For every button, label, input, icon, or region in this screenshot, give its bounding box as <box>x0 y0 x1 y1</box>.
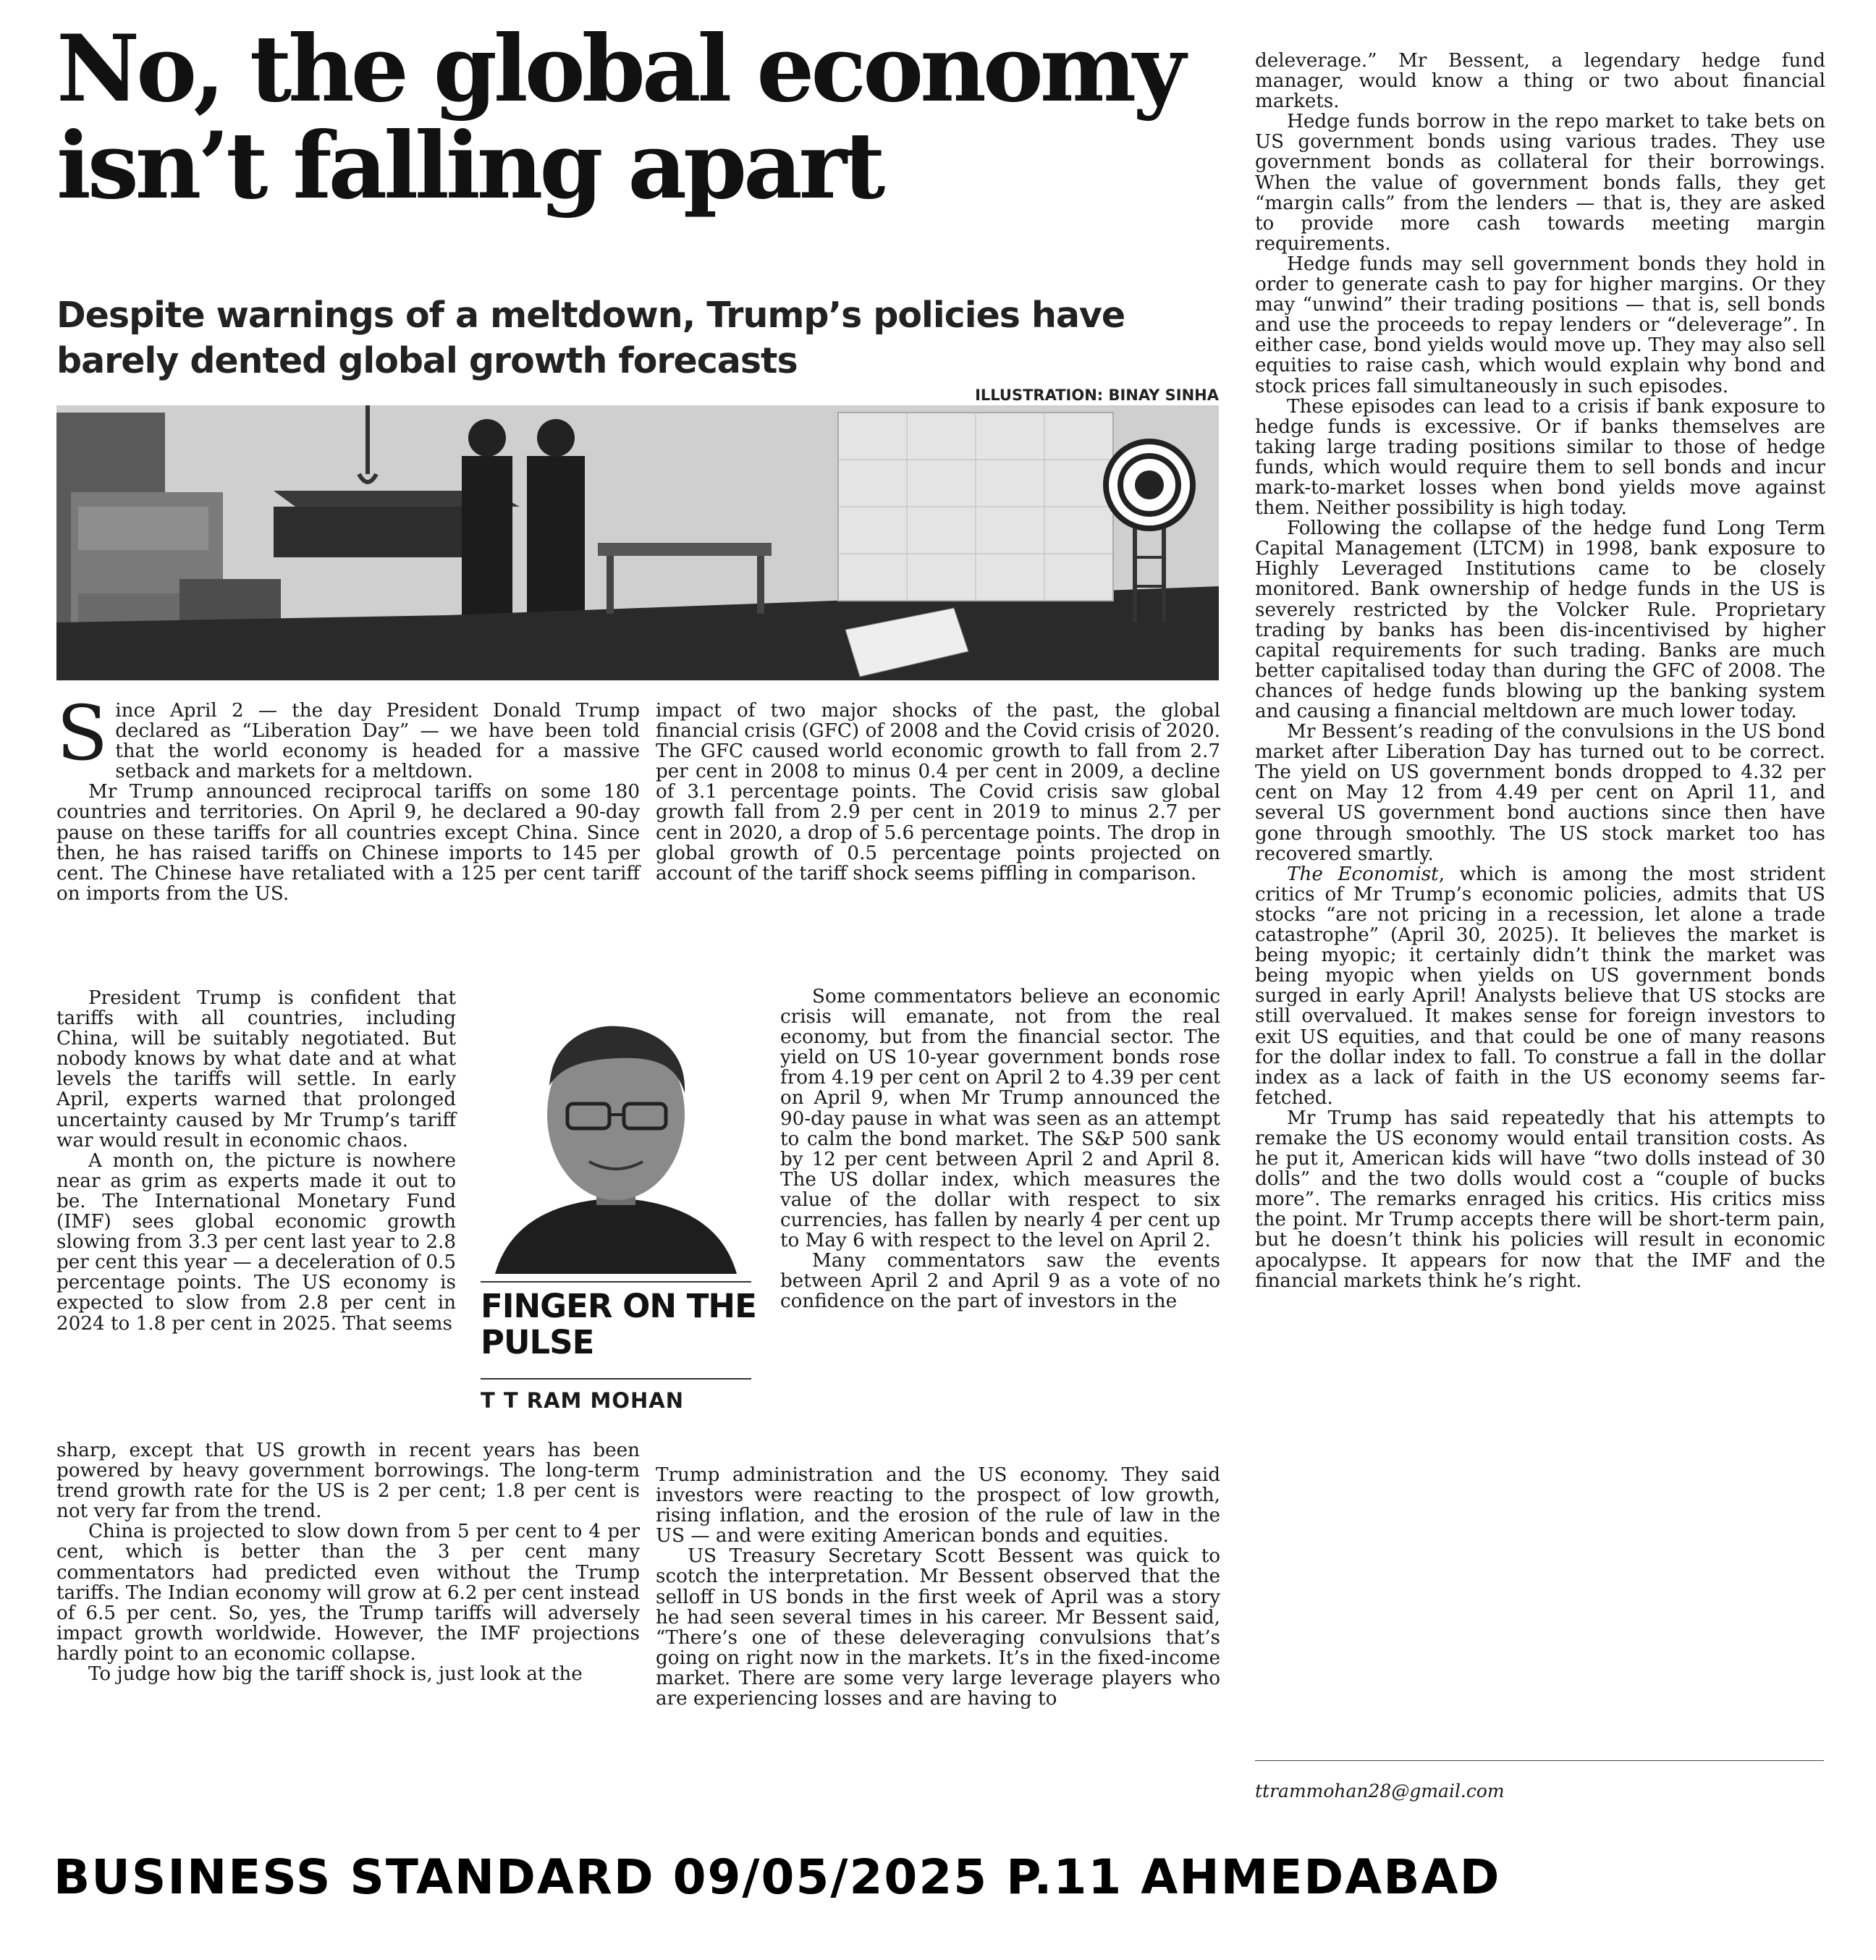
headline <box>56 15 1236 219</box>
deck-line-1: Despite warnings of a meltdown, Trump’s policies have <box>56 295 1125 336</box>
paragraph-3: President Trump is confident that tariffs with all countries, including China, will be suitably negotiated. But nobody knows by what date and at what levels the tariffs will settle. In early April, experts warned that prolonged uncertainty caused by Mr Trump’s tariff war would result in economic chaos. <box>56 987 456 1152</box>
body-column-1-top <box>56 689 640 905</box>
body-column-1-bottom <box>56 1440 640 1684</box>
body-column-2-bottom <box>656 1465 1220 1709</box>
paragraph-1: Since April 2 — the day President Donald Trump declared as “Liberation Day” — we have been told that the world economy is headed for a massive setback and markets for a meltdown. <box>56 689 640 783</box>
author-byline: T T RAM MOHAN <box>481 1388 684 1413</box>
column-title: FINGER ON THE PULSE <box>481 1287 756 1361</box>
paragraph-12: These episodes can lead to a crisis if bank exposure to hedge funds is excessive. Or if banks themselves are taking large trading positions similar to those of hedge funds, which would require them to sell bonds and incur mark-to-market losses when bond yields move against them. Neither possibility is high today. <box>1255 395 1825 520</box>
deck-line-2: barely dented global growth forecasts <box>56 340 798 381</box>
paragraph-5: China is projected to slow down from 5 per cent to 4 per cent, which is better than the 3 per cent many commentators had predicted even without the Trump tariffs. The Indian economy will grow at 6.2 per cent instead of 6.5 per cent. So, yes, the Trump tariffs will adversely impact growth worldwide. However, the IMF projections hardly point to an economic collapse. <box>56 1521 640 1665</box>
paragraph-4a: A month on, the picture is nowhere near as grim as experts made it out to be. The International Monetary Fund (IMF) sees global economic growth slowing from 3.3 per cent last year to 2.8 per cent this year — a deceleration of 0.5 percentage points. The US economy is expected to slow from 2.8 per cent in 2024 to 1.8 per cent in 2025. That seems <box>56 1149 456 1335</box>
paragraph-6b: impact of two major shocks of the past, the global financial crisis (GFC) of 2008 and the Covid crisis of 2020. The GFC caused world economic growth to fall from 2.7 per cent in 2008 to minus 0.4 per cent in 2009, a decline of 3.1 percentage points. The Covid crisis saw global growth fall from 2.9 per cent in 2019 to minus 2.7 per cent in 2020, a drop of 5.6 percentage points. The drop in global growth of 0.5 percentage points projected on account of the tariff shock seems piffling in comparison. <box>656 700 1220 884</box>
paragraph-8a: Many commentators saw the events between April 2 and April 9 as a vote of no confidence on the part of investors in the <box>780 1250 1220 1313</box>
body-column-3 <box>1255 51 1825 1291</box>
paragraph-8b: Trump administration and the US economy. They said investors were reacting to the prospect of low growth, rising inflation, and the erosion of the rule of law in the US — and were exiting American bonds and equities. <box>656 1464 1220 1547</box>
paragraph-4b: sharp, except that US growth in recent years has been powered by heavy government borrowings. The long-term trend growth rate for the US is 2 per cent; 1.8 per cent is not very far from the trend. <box>56 1440 640 1523</box>
paragraph-15: The Economist, which is among the most strident critics of Mr Trump’s economic policies, admits that US stocks “are not pricing in a recession, let alone a trade catastrophe” (April 30, 2025). It believes the market is being myopic; it certainly didn’t think the market was being myopic when yields on US government bonds surged in early April! Analysts believe that US stocks are still overvalued. It makes sense for foreign investors to exit US equities, and that could be one of many reasons for the dollar index to fall. To construe a fall in the dollar index as a lack of faith in the US economy seems far-fetched. <box>1255 863 1825 1109</box>
author-portrait <box>481 1006 751 1274</box>
paragraph-6: To judge how big the tariff shock is, just look at the <box>88 1663 583 1686</box>
headline-line-1: No, the global economy <box>56 15 1183 122</box>
paragraph-13: Following the collapse of the hedge fund Long Term Capital Management (LTCM) in 1998, bank exposure to Highly Leveraged Institutions came to be closely monitored. Bank ownership of hedge funds in the US is severely restricted by the Volcker Rule. Proprietary trading by banks has been dis-incentivised by higher capital requirements for such trading. Banks are much better capitalised today than during the GFC of 2008. The chances of hedge funds blowing up the banking system and causing a financial meltdown are much lower today. <box>1255 518 1825 722</box>
source-footer: BUSINESS STANDARD 09/05/2025 P.11 AHMEDABAD <box>54 1849 1501 1905</box>
paragraph-9: US Treasury Secretary Scott Bessent was quick to scotch the interpretation. Mr Bessent observed that the selloff in US bonds in the first week of April was a story he had seen several times in his career. Mr Bessent said, “There’s one of these deleveraging convulsions that’s going on right now in the markets. It’s in the fixed-income market. There are some very large leverage players who are experiencing losses and are having to <box>656 1545 1220 1710</box>
headline-line-2: isn’t falling apart <box>56 112 882 219</box>
column-title-rule-top <box>481 1281 751 1283</box>
body-column-2-top <box>656 701 1220 884</box>
paragraph-9b: deleverage.” Mr Bessent, a legendary hedge fund manager, would know a thing or two about financial markets. <box>1255 50 1825 113</box>
illustration <box>56 405 1219 680</box>
paragraph-11: Hedge funds may sell government bonds they hold in order to generate cash to pay for higher margins. Or they may “unwind” their trading positions — that is, sell bonds and use the proceeds to repay lenders or “deleverage”. In either case, bond yields would move up. They may also sell equities to raise cash, which would explain why bond and stock prices fall simultaneously in such episodes. <box>1255 253 1825 397</box>
publication-name: The Economist <box>1287 863 1439 885</box>
column-title-rule-bottom <box>481 1378 751 1380</box>
body-column-2-narrow <box>780 987 1220 1312</box>
body-column-1-narrow <box>56 988 456 1334</box>
deck-subtitle <box>56 292 1186 384</box>
paragraph-7: Some commentators believe an economic crisis will emanate, not from the real economy, but from the financial sector. The yield on US 10-year government bonds rose from 4.19 per cent on April 2 to 4.39 per cent on April 9, when Mr Trump announced the 90-day pause in what was seen as an attempt to calm the bond market. The S&P 500 sank by 12 per cent between April 2 and April 8. The US dollar index, which measures the value of the dollar with respect to six currencies, has fallen by nearly 4 per cent up to May 6 with respect to the level on April 2. <box>780 986 1220 1252</box>
illustration-credit: ILLUSTRATION: BINAY SINHA <box>975 386 1219 404</box>
paragraph-14: Mr Bessent’s reading of the convulsions in the US bond market after Liberation Day has turned out to be correct. The yield on US government bonds dropped to 4.32 per cent on May 12 from 4.49 per cent on April 11, and several US government bond auctions since then have gone through smoothly. The US stock market too has recovered smartly. <box>1255 721 1825 865</box>
paragraph-2: Mr Trump announced reciprocal tariffs on some 180 countries and territories. On April 9, he declared a 90-day pause on these tariffs for all countries except China. Since then, he has raised tariffs on Chinese imports to 145 per cent. The Chinese have retaliated with a 125 per cent tariff on imports from the US. <box>56 781 640 905</box>
drop-cap: S <box>56 689 109 777</box>
paragraph-10: Hedge funds borrow in the repo market to take bets on US government bonds using various trades. They use government bonds as collateral for their borrowings. When the value of government bonds falls, they get “margin calls” from the lenders — that is, they are asked to provide more cash towards meeting margin requirements. <box>1255 111 1825 255</box>
paragraph-16: Mr Trump has said repeatedly that his attempts to remake the US economy would entail transition costs. As he put it, American kids will have “two dolls instead of 30 dolls” and the two dolls would cost a “couple of bucks more”. The remarks enraged his critics. His critics miss the point. Mr Trump accepts there will be short-term pain, but he doesn’t think his policies will result in economic apocalypse. It appears for now that the IMF and the financial markets think he’s right. <box>1255 1107 1825 1292</box>
author-email: ttrammohan28@gmail.com <box>1255 1781 1505 1801</box>
email-rule <box>1255 1760 1824 1761</box>
